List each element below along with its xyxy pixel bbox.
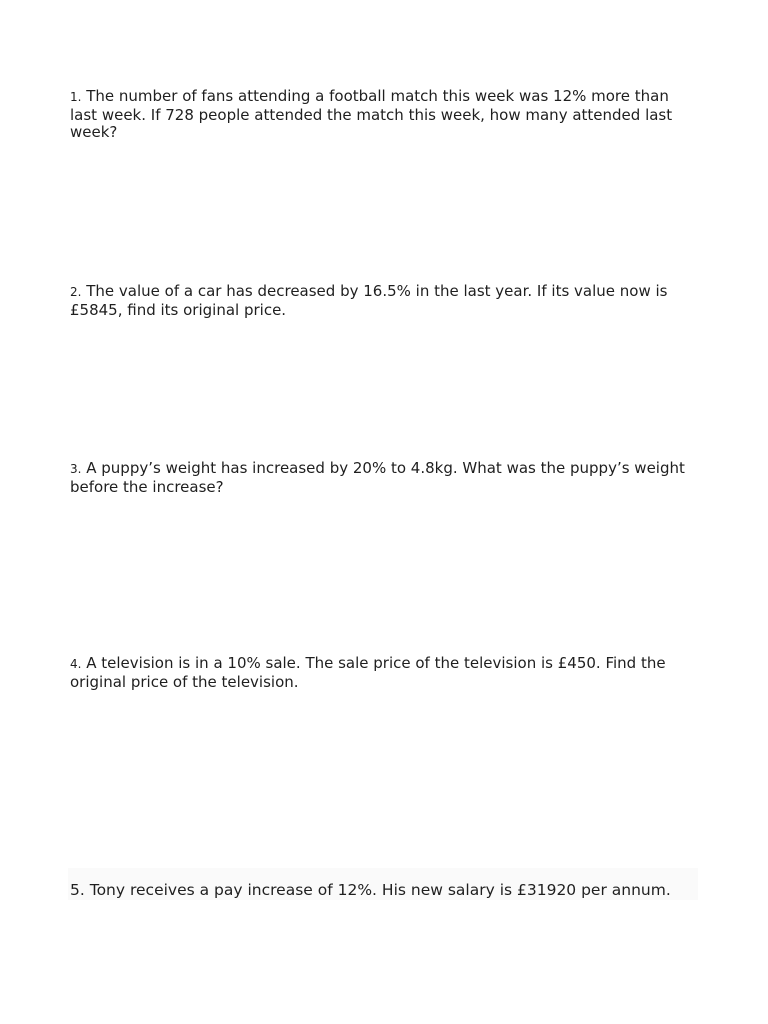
question-text: The value of a car has decreased by 16.5% in the last year. If its value now is £5845, find its original price. bbox=[70, 282, 668, 319]
question-text: The number of fans attending a football match this week was 12% more than last week. If 728 people attended the match this week, how many attended last week? bbox=[70, 87, 673, 141]
question-5 bbox=[70, 882, 700, 900]
question-4 bbox=[70, 655, 700, 691]
question-number: 1. bbox=[70, 90, 82, 104]
question-2 bbox=[70, 283, 700, 319]
question-number: 2. bbox=[70, 285, 82, 299]
question-3 bbox=[70, 460, 700, 496]
question-number: 5. bbox=[70, 881, 85, 899]
question-1 bbox=[70, 88, 700, 142]
question-number: 3. bbox=[70, 462, 82, 476]
question-number: 4. bbox=[70, 657, 82, 671]
question-text: A television is in a 10% sale. The sale price of the television is £450. Find the original price of the television. bbox=[70, 654, 666, 691]
question-text: A puppy’s weight has increased by 20% to 4.8kg. What was the puppy’s weight before the increase? bbox=[70, 459, 685, 496]
question-text: Tony receives a pay increase of 12%. His new salary is £31920 per annum. bbox=[89, 881, 671, 899]
